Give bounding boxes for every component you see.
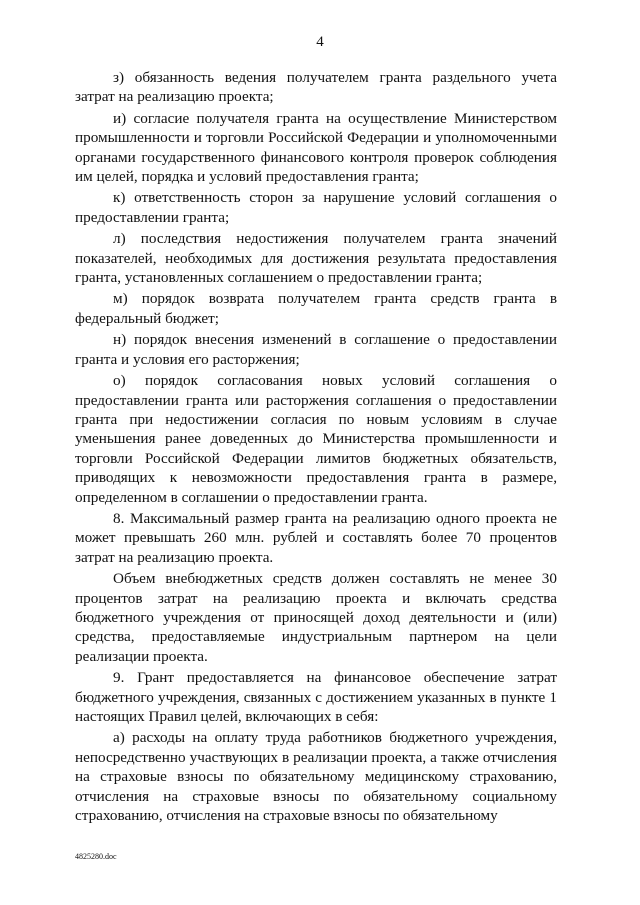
document-body — [75, 68, 557, 827]
paragraph-m: м) порядок возврата получателем гранта средств гранта в федеральный бюджет; — [75, 290, 557, 327]
paragraph-o: о) порядок согласования новых условий соглашения о предоставлении гранта или расторжения соглашения о предоставлении гранта при недостижении согласия по новым условиям в случае уменьшения ранее доведенных до Министерства промышленности и торговли Российской Федерации лимитов бюджетных обязательств, приводящих к невозможности предоставления гранта в размере, определенном в соглашении о предоставлении гранта. — [75, 372, 557, 506]
paragraph-k: к) ответственность сторон за нарушение условий соглашения о предоставлении гранта; — [75, 189, 557, 226]
footer-filename: 4825280.doc — [75, 852, 117, 861]
paragraph-z: з) обязанность ведения получателем гранта раздельного учета затрат на реализацию проекта; — [75, 69, 557, 106]
paragraph-extrabudget: Объем внебюджетных средств должен составлять не менее 30 процентов затрат на реализацию проекта и включать средства бюджетного учреждения от приносящей доход деятельности и (или) средства, предоставляемые индустриальным партнером на цели реализации проекта. — [75, 570, 557, 665]
paragraph-a: а) расходы на оплату труда работников бюджетного учреждения, непосредственно участвующих в реализации проекта, а также отчисления на страховые взносы по обязательному медицинскому страхованию, отчисления на страховые взносы по обязательному социальному страхованию, отчисления на страховые взносы по обязательному — [75, 729, 557, 825]
paragraph-i: и) согласие получателя гранта на осуществление Министерством промышленности и торговли Российской Федерации и уполномоченными органами государственного финансового контроля проверок соблюдения им целей, порядка и условий предоставления гранта; — [75, 109, 557, 186]
paragraph-l: л) последствия недостижения получателем гранта значений показателей, необходимых для достижения результата предоставления гранта, установленных соглашением о предоставлении гранта; — [75, 230, 557, 287]
paragraph-n: н) порядок внесения изменений в соглашение о предоставлении гранта и условия его расторжения; — [75, 331, 557, 368]
paragraph-8: 8. Максимальный размер гранта на реализацию одного проекта не может превышать 260 млн. рублей и составлять более 70 процентов затрат на реализацию проекта. — [75, 509, 557, 566]
page-number: 4 — [316, 34, 324, 50]
paragraph-9: 9. Грант предоставляется на финансовое обеспечение затрат бюджетного учреждения, связанных с достижением указанных в пункте 1 настоящих Правил целей, включающих в себя: — [75, 669, 557, 725]
